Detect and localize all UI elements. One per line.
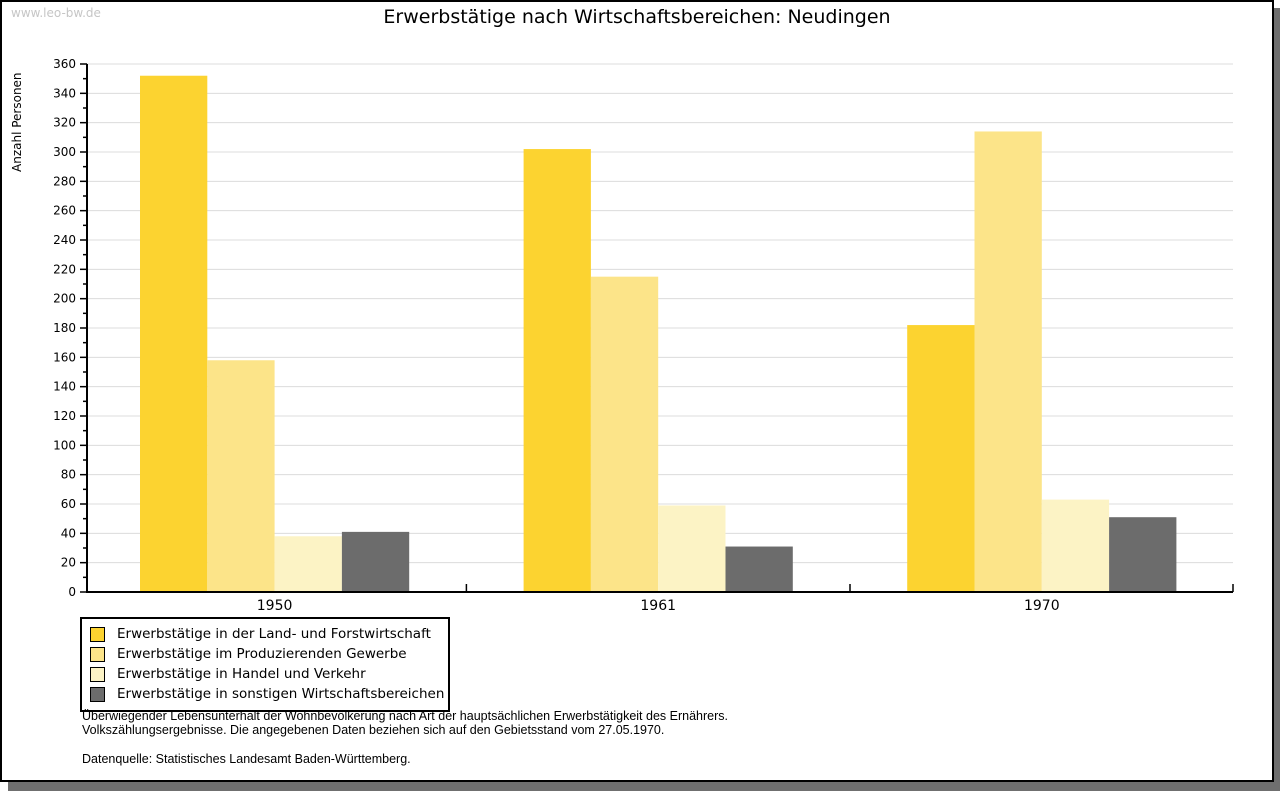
y-tick-label: 140 — [53, 379, 76, 394]
watermark-url: www.leo-bw.de — [11, 6, 101, 20]
y-tick-label: 120 — [53, 409, 76, 423]
bar-1950-series0 — [140, 76, 207, 592]
y-tick-label: 360 — [53, 57, 76, 71]
y-axis-label: Anzahl Personen — [10, 72, 24, 172]
legend-swatch-icon — [90, 667, 105, 682]
legend-item — [90, 684, 445, 704]
y-tick-label: 80 — [60, 467, 76, 482]
x-category-label: 1950 — [256, 598, 293, 614]
y-tick-label: 260 — [53, 203, 76, 218]
y-tick-label: 160 — [53, 350, 76, 365]
chart-title: Erwerbstätige nach Wirtschaftsbereichen: Neudingen — [383, 6, 891, 28]
y-tick-label: 320 — [53, 115, 76, 130]
bar-1961-series2 — [658, 505, 725, 592]
y-tick-label: 40 — [60, 526, 76, 541]
legend-label: Erwerbstätige in sonstigen Wirtschaftsbereichen — [117, 686, 445, 702]
bar-1961-series1 — [591, 277, 658, 592]
legend-swatch-icon — [90, 627, 105, 642]
y-tick-label: 0 — [68, 585, 76, 599]
data-source-line: Datenquelle: Statistisches Landesamt Baden-Württemberg. — [82, 752, 411, 766]
bar-1950-series2 — [275, 536, 342, 592]
legend-item — [90, 644, 442, 664]
footnote-line: Überwiegender Lebensunterhalt der Wohnbevölkerung nach Art der hauptsächlichen Erwerbstätigkeit des Ernährers. — [82, 709, 728, 723]
footnote-line: Volkszählungsergebnisse. Die angegebenen Daten beziehen sich auf den Gebietsstand vom 27.05.1970. — [82, 722, 665, 737]
legend-label: Erwerbstätige in der Land- und Forstwirtschaft — [117, 626, 431, 642]
legend-swatch-icon — [90, 647, 105, 662]
y-tick-label: 340 — [53, 86, 76, 101]
y-tick-label: 20 — [60, 555, 76, 570]
y-tick-label: 240 — [53, 233, 76, 247]
y-tick-label: 280 — [53, 174, 76, 189]
legend-box — [80, 617, 450, 712]
bar-1970-series2 — [1042, 500, 1109, 592]
y-tick-label: 100 — [53, 438, 76, 453]
y-tick-label: 300 — [53, 145, 76, 159]
legend-item — [90, 624, 442, 644]
bar-1961-series0 — [524, 149, 591, 592]
y-tick-label: 220 — [53, 262, 76, 277]
legend-swatch-icon — [90, 687, 105, 702]
bar-1950-series3 — [342, 532, 409, 592]
bar-1970-series1 — [975, 131, 1042, 592]
bar-1970-series3 — [1109, 517, 1176, 592]
x-category-label: 1961 — [640, 598, 677, 614]
bar-1950-series1 — [207, 360, 274, 592]
legend-item — [90, 664, 442, 684]
footnote-block — [82, 710, 982, 767]
bar-1961-series3 — [726, 547, 793, 592]
y-tick-label: 180 — [53, 321, 76, 335]
legend-label: Erwerbstätige in Handel und Verkehr — [117, 666, 366, 682]
legend-label: Erwerbstätige im Produzierenden Gewerbe — [117, 646, 407, 662]
bar-1970-series0 — [907, 325, 974, 592]
y-tick-label: 60 — [60, 497, 76, 511]
y-tick-label: 200 — [53, 291, 76, 306]
x-category-label: 1970 — [1023, 598, 1060, 614]
